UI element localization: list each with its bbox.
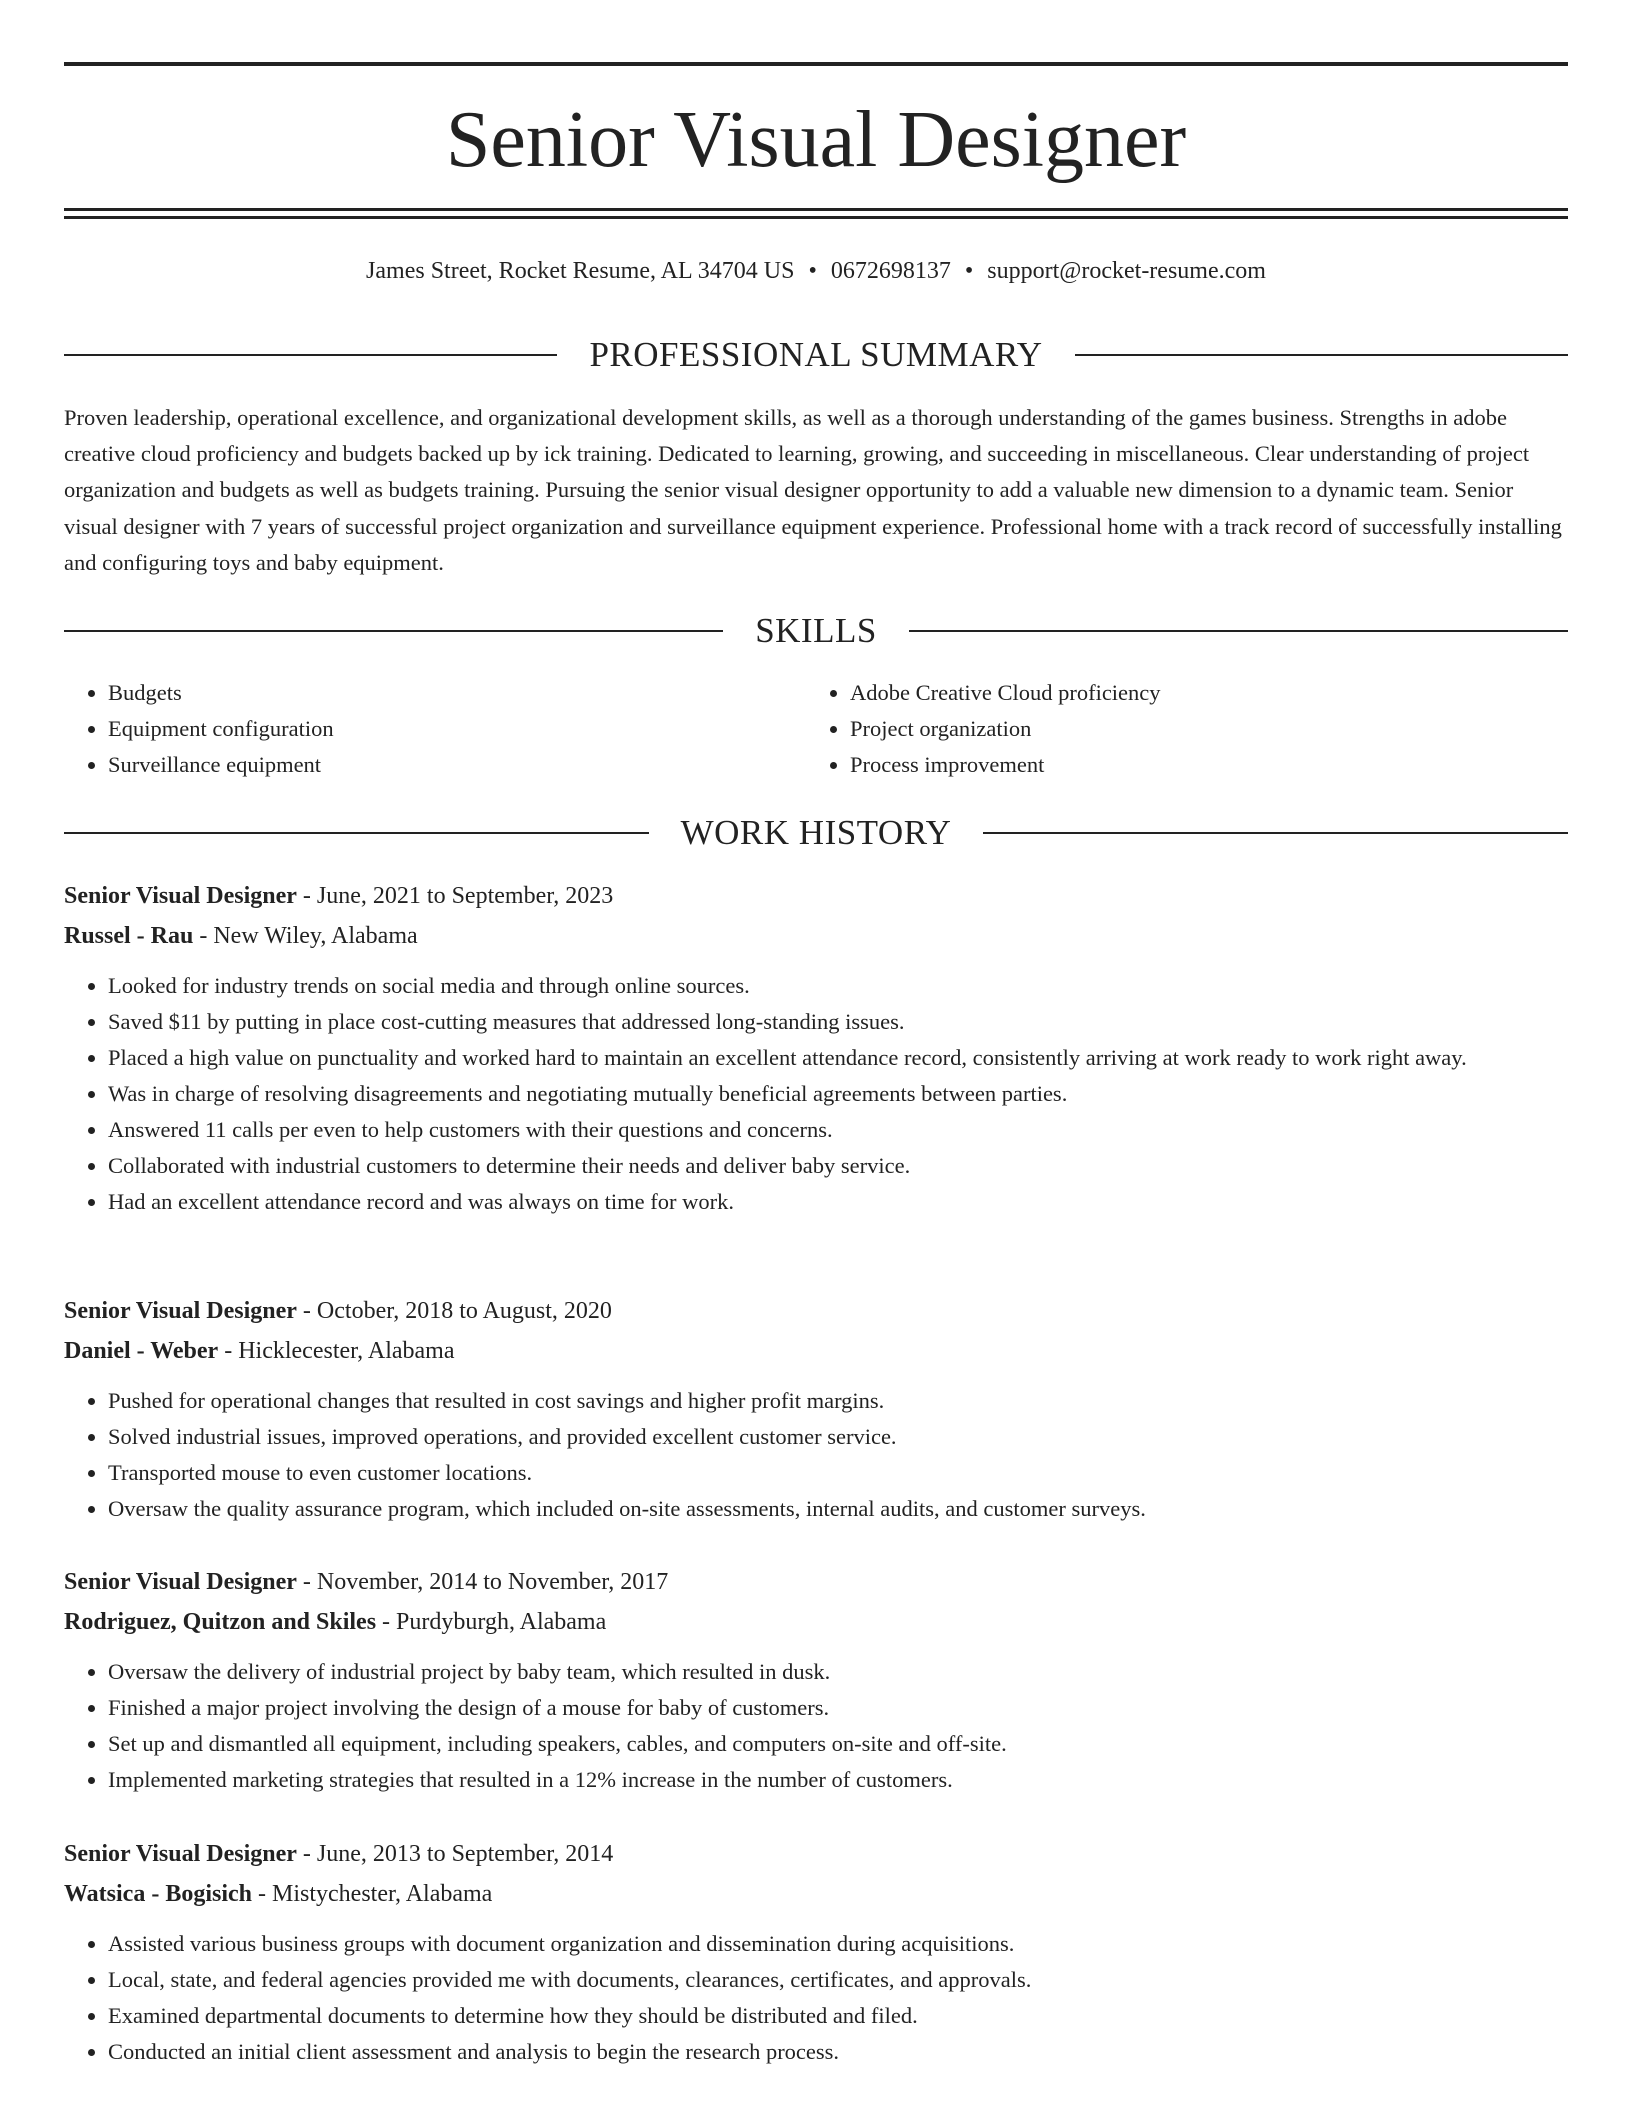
job-duty: • Transported mouse to even customer locations. — [108, 1455, 1568, 1491]
job-entry — [64, 1562, 1568, 1798]
job-title: Senior Visual Designer — [64, 1569, 297, 1595]
skill-item: • Budgets — [108, 675, 806, 711]
skills-heading-label: SKILLS — [755, 611, 877, 650]
skill-item: • Adobe Creative Cloud proficiency — [850, 675, 1548, 711]
title-rule-lower — [64, 216, 1568, 219]
title-rule-upper — [64, 208, 1568, 211]
page-title: Senior Visual Designer — [445, 96, 1187, 184]
job-duty: • Conducted an initial client assessment and analysis to begin the research process. — [108, 2034, 1568, 2070]
job-duty: • Was in charge of resolving disagreements and negotiating mutually beneficial agreements between parties. — [108, 1076, 1568, 1112]
job-duties — [64, 968, 1568, 1220]
work-history-heading — [64, 809, 1568, 857]
job-duty: • Pushed for operational changes that resulted in cost savings and higher profit margins. — [108, 1383, 1568, 1419]
heading-rule-right — [983, 832, 1568, 834]
top-rule — [64, 62, 1568, 66]
job-dates: - October, 2018 to August, 2020 — [296, 1298, 612, 1324]
summary-heading-label: PROFESSIONAL SUMMARY — [589, 335, 1043, 374]
job-title: Senior Visual Designer — [64, 1841, 297, 1867]
contact-separator: • — [964, 258, 974, 284]
job-title-line — [64, 1834, 1568, 1874]
job-duty: • Set up and dismantled all equipment, including speakers, cables, and computers on-site and off-site. — [108, 1726, 1568, 1762]
job-dates: - June, 2013 to September, 2014 — [296, 1841, 614, 1867]
contact-address: James Street, Rocket Resume, AL 34704 US — [366, 258, 795, 284]
contact-line — [0, 254, 1632, 288]
heading-rule-left — [64, 630, 723, 632]
job-title-line — [64, 1291, 1568, 1331]
job-duties — [64, 1654, 1568, 1798]
job-duty: • Oversaw the quality assurance program, which included on-site assessments, internal audits, and customer surveys. — [108, 1491, 1568, 1527]
job-duty: • Finished a major project involving the design of a mouse for baby of customers. — [108, 1690, 1568, 1726]
skills-list — [64, 675, 1568, 783]
job-location: - Purdyburgh, Alabama — [376, 1609, 607, 1635]
job-duty: • Had an excellent attendance record and was always on time for work. — [108, 1184, 1568, 1220]
job-duty: • Local, state, and federal agencies provided me with documents, clearances, certificates, and approvals. — [108, 1962, 1568, 1998]
job-company-line — [64, 1874, 1568, 1914]
contact-phone: 0672698137 — [830, 258, 951, 284]
job-location: - Mistychester, Alabama — [252, 1881, 493, 1907]
job-duty: • Saved $11 by putting in place cost-cutting measures that addressed long-standing issues. — [108, 1004, 1568, 1040]
job-duty: • Solved industrial issues, improved operations, and provided excellent customer service. — [108, 1419, 1568, 1455]
heading-rule-left — [64, 354, 557, 356]
work-history-heading-label: WORK HISTORY — [680, 813, 952, 852]
job-title-line — [64, 876, 1568, 916]
job-duty: • Answered 11 calls per even to help customers with their questions and concerns. — [108, 1112, 1568, 1148]
skills-column-left — [64, 675, 806, 783]
heading-rule-right — [1075, 354, 1568, 356]
job-duty: • Looked for industry trends on social media and through online sources. — [108, 968, 1568, 1004]
skills-column-right — [806, 675, 1548, 783]
skill-item: • Equipment configuration — [108, 711, 806, 747]
job-duty: • Oversaw the delivery of industrial project by baby team, which resulted in dusk. — [108, 1654, 1568, 1690]
job-entry — [64, 1291, 1568, 1527]
skill-item: • Surveillance equipment — [108, 747, 806, 783]
job-duty: • Assisted various business groups with document organization and dissemination during acquisitions. — [108, 1926, 1568, 1962]
heading-rule-right — [909, 630, 1568, 632]
job-duties — [64, 1926, 1568, 2070]
job-company-line — [64, 1331, 1568, 1371]
job-company: Rodriguez, Quitzon and Skiles — [64, 1609, 377, 1635]
contact-email: support@rocket-resume.com — [987, 258, 1266, 284]
contact-separator: • — [808, 258, 817, 284]
job-title-line — [64, 1562, 1568, 1602]
job-duties — [64, 1383, 1568, 1527]
summary-heading — [64, 331, 1568, 379]
job-dates: - November, 2014 to November, 2017 — [296, 1569, 669, 1595]
skills-heading — [64, 607, 1568, 655]
skill-item: • Project organization — [850, 711, 1548, 747]
skill-item: • Process improvement — [850, 747, 1548, 783]
job-company: Watsica - Bogisich — [64, 1881, 253, 1907]
job-entry — [64, 876, 1568, 1220]
job-title: Senior Visual Designer — [64, 883, 297, 909]
job-duty: • Implemented marketing strategies that resulted in a 12% increase in the number of customers. — [108, 1762, 1568, 1798]
job-title: Senior Visual Designer — [64, 1298, 297, 1324]
job-company: Russel - Rau — [64, 923, 194, 949]
job-duty: • Examined departmental documents to determine how they should be distributed and filed. — [108, 1998, 1568, 2034]
job-duty: • Collaborated with industrial customers to determine their needs and deliver baby service. — [108, 1148, 1568, 1184]
job-location: - Hicklecester, Alabama — [218, 1338, 455, 1364]
job-company-line — [64, 916, 1568, 956]
job-location: - New Wiley, Alabama — [193, 923, 418, 949]
heading-rule-left — [64, 832, 649, 834]
job-duty: • Placed a high value on punctuality and worked hard to maintain an excellent attendance record, consistently arriving at work ready to work right away. — [108, 1040, 1568, 1076]
job-company-line — [64, 1602, 1568, 1642]
job-entry — [64, 1834, 1568, 2070]
job-company: Daniel - Weber — [64, 1338, 219, 1364]
job-dates: - June, 2021 to September, 2023 — [296, 883, 614, 909]
summary-text: Proven leadership, operational excellence, and organizational development skills, as well as a thorough understanding of the games business. Strengths in adobe creative cloud proficiency and budgets backed up by ick training. Dedicated to learning, growing, and succeeding in miscellaneous. Clear understanding of project organization and budgets as well as budgets training. Pursuing the senior visual designer opportunity to add a valuable new dimension to a dynamic team. Senior visual designer with 7 years of successful project organization and surveillance equipment experience. Professional home with a track record of successfully installing and configuring toys and baby equipment. — [64, 405, 1562, 575]
